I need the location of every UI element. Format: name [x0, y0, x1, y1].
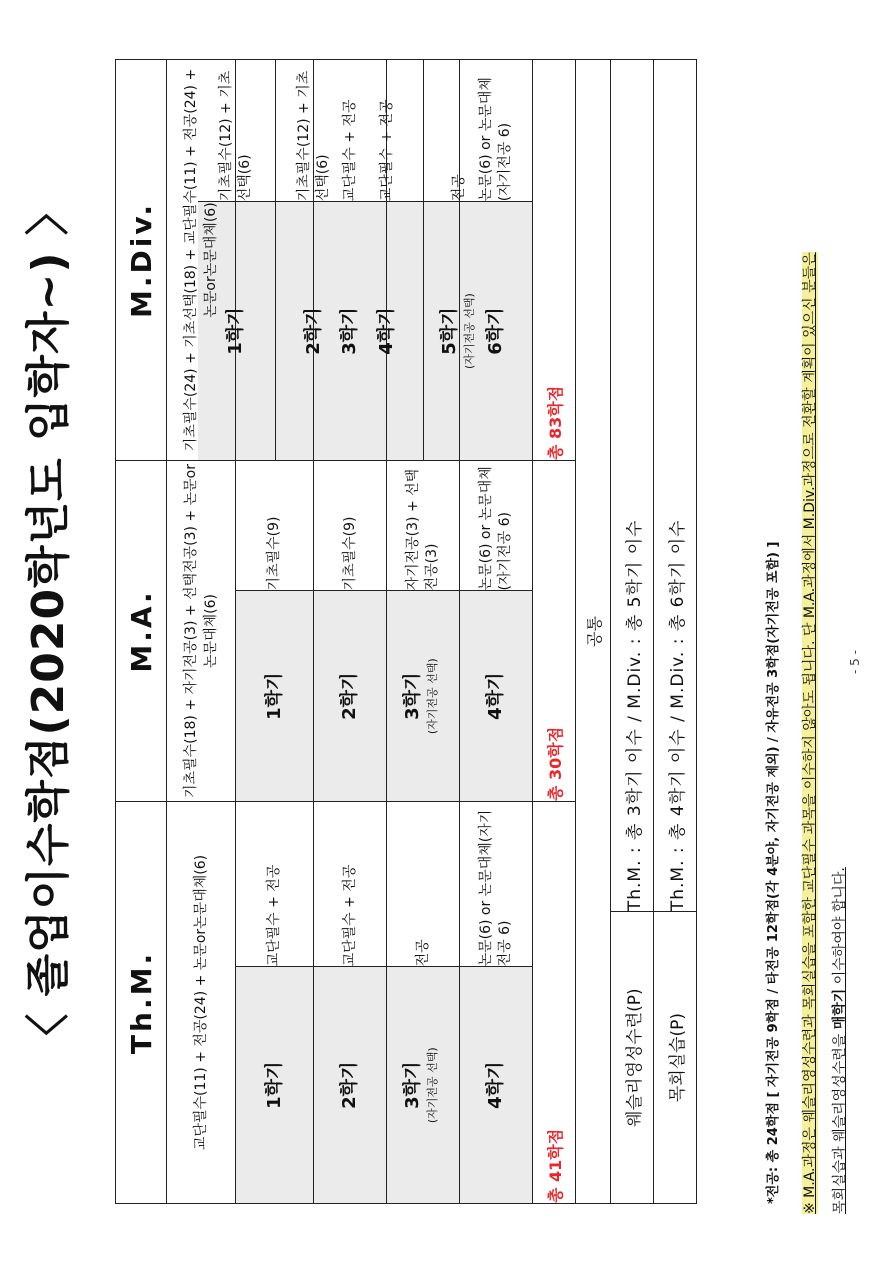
- thm-semester-3: [387, 802, 460, 1204]
- semester-label: 1학기: [198, 202, 275, 460]
- mdiv-header: M.Div.: [116, 60, 167, 461]
- semester-label: 3학기: [314, 202, 386, 460]
- page-number: - 5 -: [848, 650, 862, 674]
- thm-requirement: 교단필수(11) + 전공(24) + 논문or논문대체(6): [167, 802, 236, 1204]
- ma-note-line2-bold: 매학기: [832, 988, 848, 1030]
- ma-semester-3: [387, 460, 460, 801]
- semester-label: 6학기: [460, 202, 532, 460]
- semester-label: 4학기: [460, 591, 532, 801]
- semester-label: 2학기: [314, 591, 386, 801]
- semester-desc: 논문(6) or 논문대체(자기전공 6): [478, 77, 513, 202]
- thm-total: 총 41학점: [533, 802, 576, 1204]
- semester-label: 2학기: [275, 202, 352, 460]
- thm-semester-4: [460, 802, 533, 1204]
- semester-desc: 논문(6) or 논문대체(자기전공 6): [478, 809, 513, 967]
- semester-label: 5학기 (자기전공 선택): [424, 202, 496, 460]
- semester-desc: 교단필수 + 전공: [341, 99, 358, 202]
- ma-note-line2-post: 이수하여야 합니다.: [832, 867, 848, 989]
- ma-semester-2: [314, 460, 387, 801]
- mdiv-semester-4-5: [376, 60, 476, 461]
- semester-desc: 기초필수(12) + 기초선택(6): [295, 70, 331, 202]
- semester-desc: 기초필수(9): [341, 516, 358, 591]
- semester-label: 3학기 (자기전공 선택): [387, 967, 459, 1203]
- ma-note: [795, 54, 855, 1214]
- semester-label: 1학기: [236, 967, 313, 1203]
- thm-header: Th.M.: [116, 802, 167, 1204]
- mdiv-total: 총 83학점: [533, 60, 576, 461]
- page-title: 〈 졸업이수학점(2020학년도 입학자~) 〉: [23, 190, 74, 1058]
- semester-label: 1학기: [236, 591, 313, 801]
- common-row-label: 웨슬리영성수련(P): [611, 912, 654, 1204]
- ma-note-line2-pre: 목회실습과 웨슬리영성수련을: [832, 1029, 848, 1214]
- semester-label: 4학기: [351, 202, 423, 460]
- semester-desc: 전공: [451, 174, 467, 202]
- ma-header: M.A.: [116, 460, 167, 801]
- ma-semester-4: [460, 460, 533, 801]
- credit-table: [115, 59, 697, 1204]
- common-row-text: Th.M. : 총 3학기 이수 / M.Div. : 총 5학기 이수: [611, 60, 654, 912]
- semester-label: 4학기: [460, 967, 532, 1203]
- thm-semester-2: [314, 802, 387, 1204]
- semester-desc: 교단필수 + 전공: [341, 864, 358, 967]
- semester-desc: 논문(6) or 논문대체(자기전공 6): [478, 466, 513, 591]
- mdiv-requirement: 기초필수(24) + 기초선택(18) + 교단필수(11) + 전공(24) + 논문or논문대체(6): [167, 60, 236, 461]
- semester-desc: 전공: [414, 939, 431, 967]
- common-header: 공통: [576, 60, 611, 1204]
- thm-semester-1: [236, 802, 314, 1204]
- common-row-text: Th.M. : 총 4학기 이수 / M.Div. : 총 6학기 이수: [654, 60, 697, 912]
- mdiv-semester-6: [460, 60, 533, 461]
- ma-requirement: 기초필수(18) + 자기전공(3) + 선택전공(3) + 논문or논문대체(6): [167, 460, 236, 801]
- semester-desc: 기초필수(12) + 기초선택(6): [218, 70, 253, 202]
- ma-semester-1: [236, 460, 314, 801]
- semester-desc: 기초필수(9): [266, 516, 282, 591]
- mdiv-semester-1: [218, 60, 331, 461]
- semester-label: 2학기: [314, 967, 386, 1203]
- ma-note-line1: ※ M.A.과정은 웨슬리영성수련과 목회실습을 포함한 교단필수 과목을 이수하지 않아도 됩니다. 단 M.A.과정에서 M.Div.과정으로 전환할 계획이 있으신 분들은: [802, 252, 818, 1214]
- common-row-label: 목회실습(P): [654, 912, 697, 1204]
- ma-total: 총 30학점: [533, 460, 576, 801]
- semester-desc: 자기전공(3) + 선택전공(3): [405, 468, 440, 591]
- semester-desc: 교단필수 + 전공: [266, 864, 282, 967]
- semester-label: 3학기 (자기전공 선택): [387, 591, 459, 801]
- major-note: *전공: 총 24학점 [ 자기전공 9학점 / 타전공 12학점(각 4분야, 자기전공 제외) / 자유전공 3학점(자기전공 포함) ]: [766, 541, 781, 1204]
- semester-desc: 교단필수 + 전공: [378, 99, 395, 202]
